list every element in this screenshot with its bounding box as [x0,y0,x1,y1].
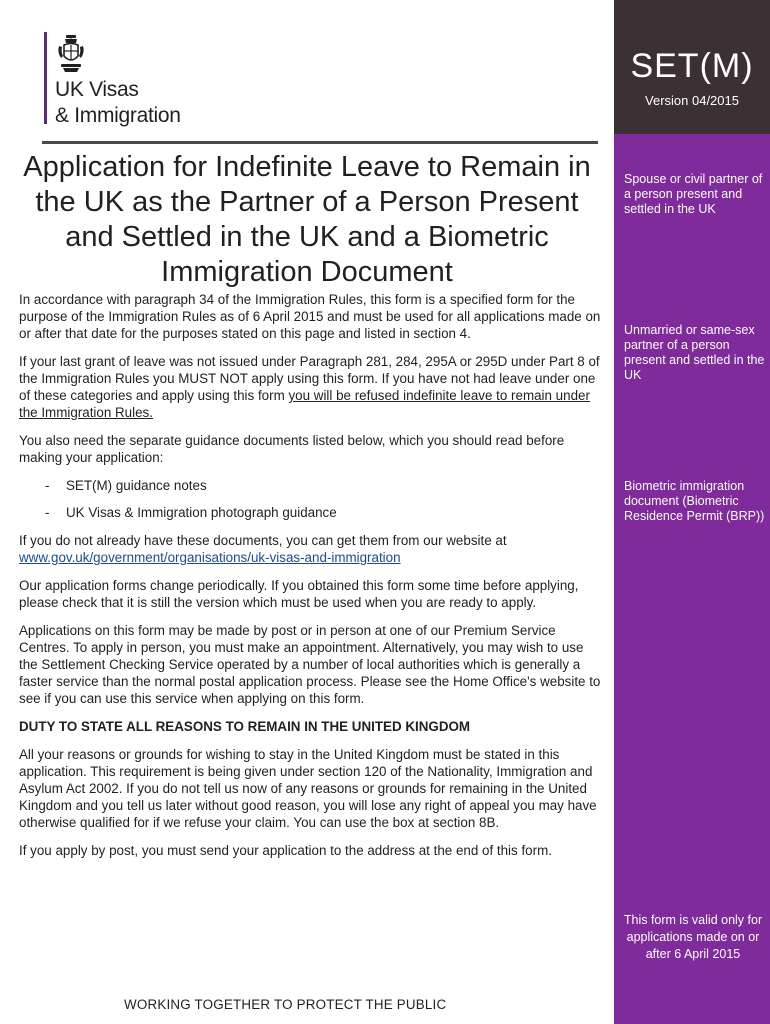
logo-text-line2: & Immigration [55,104,181,127]
royal-crest-icon [57,34,85,74]
website-paragraph [19,532,602,566]
refusal-warning: you will be refused indefinite leave to remain under the Immigration Rules. [19,388,590,420]
guidance-list [19,477,602,521]
form-code-box [614,0,770,134]
sidebar-note-unmarried: Unmarried or same-sex partner of a person present and settled in the UK [624,323,765,382]
list-item [19,504,602,521]
list-item-text: UK Visas & Immigration photograph guidance [66,505,337,520]
gov-uk-link[interactable]: www.gov.uk/government/organisations/uk-visas-and-immigration [19,550,401,565]
footer-slogan: WORKING TOGETHER TO PROTECT THE PUBLIC [124,997,447,1012]
sidebar-note-spouse: Spouse or civil partner of a person present and settled in the UK [624,172,763,216]
sidebar-note-brp: Biometric immigration document (Biometric Residence Permit (BRP)) [624,479,765,523]
eligibility-text: If your last grant of leave was not issued under Paragraph 281, 284, 295A or 295D under Part 8 of the Immigration Rules you MUST NOT apply using this form. If you have not had leave under one of these categories and apply using this form [19,354,600,403]
form-version: Version 04/2015 [645,93,739,108]
eligibility-paragraph [19,353,602,421]
postal-paragraph: If you apply by post, you must send your application to the address at the end of this form. [19,843,552,858]
bullet-dash: - [45,478,50,493]
form-code: SET(M) [630,47,754,85]
bullet-dash: - [45,505,50,520]
form-introduction [19,291,602,870]
duty-paragraph: All your reasons or grounds for wishing to stay in the United Kingdom must be stated in this application. This requirement is being given under section 120 of the Nationality, Immigration and Asylum Act 2002. If you do not tell us now of any reasons or grounds for remaining in the United Kingdom and you tell us later without good reason, you will lose any right of appeal you may have otherwise qualified for if we refuse your claim. You can use the box at section 8B. [19,747,597,830]
website-text: If you do not already have these documents, you can get them from our website at [19,533,507,548]
page-title: Application for Indefinite Leave to Remain in the UK as the Partner of a Person Present and Settled in the UK and a Biometric Immigration Document [23,151,591,288]
intro-paragraph: In accordance with paragraph 34 of the Immigration Rules, this form is a specified form for the purpose of the Immigration Rules as of 6 April 2015 and must be used for all applications made on or after that date for the purposes stated on this page and listed in section 4. [19,292,601,341]
premium-service-paragraph: Applications on this form may be made by post or in person at one of our Premium Service Centres. To apply in person, you must make an appointment. Alternatively, you may wish to use the Settlement Checking Service operated by a number of local authorities which is generally a faster service than the normal postal application process. Please see the Home Office's website to see if you can use this service when applying on this form. [19,623,601,706]
header-divider [42,141,598,144]
sidebar-validity: This form is valid only for applications made on or after 6 April 2015 [623,913,763,961]
version-paragraph: Our application forms change periodically. If you obtained this form some time before applying, please check that it is still the version which must be used when you are ready to apply. [19,578,579,610]
sidebar [614,0,770,1024]
section-heading: DUTY TO STATE ALL REASONS TO REMAIN IN THE UNITED KINGDOM [19,719,471,734]
list-item-text: SET(M) guidance notes [66,478,207,493]
logo-bar [44,32,47,124]
guidance-paragraph: You also need the separate guidance documents listed below, which you should read before making your application: [19,433,565,465]
list-item [19,477,602,494]
logo-text-line1: UK Visas [55,78,139,101]
